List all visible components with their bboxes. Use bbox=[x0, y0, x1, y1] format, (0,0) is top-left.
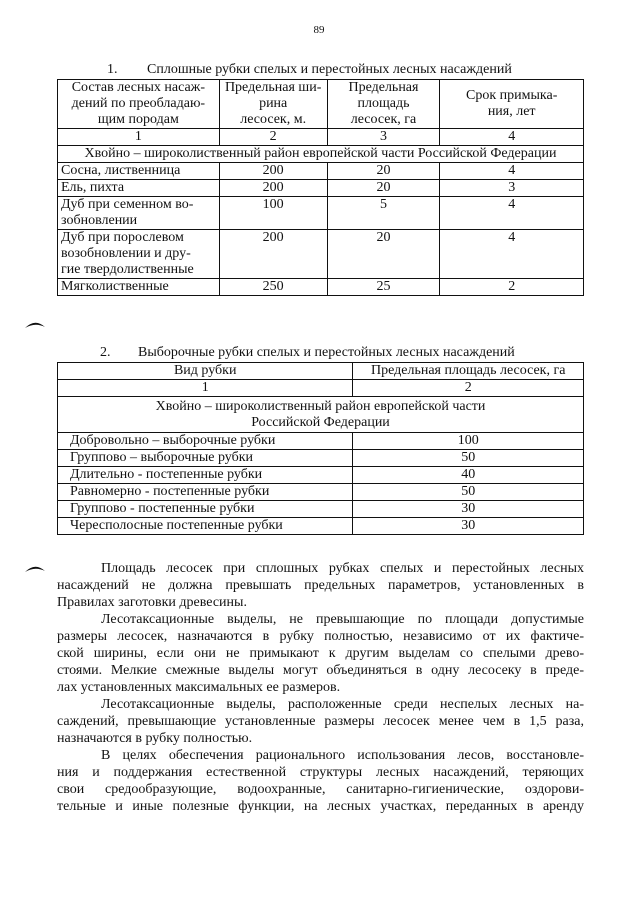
region-line: Хвойно – широколиственный район европейской части bbox=[155, 399, 486, 414]
table2-region bbox=[58, 397, 584, 433]
colnum: 1 bbox=[58, 380, 353, 397]
table-row bbox=[58, 163, 584, 180]
header-line: дений по преобладаю- bbox=[71, 96, 206, 111]
cut-type-cell: Чересполосные постепенные рубки bbox=[58, 518, 353, 535]
area-cell: 40 bbox=[353, 467, 584, 484]
area-cell: 50 bbox=[353, 484, 584, 501]
text-line: свои средообразующие, водоохранные, санитарно-гигиенические, оздорови- bbox=[57, 782, 584, 797]
cut-type-cell: Добровольно – выборочные рубки bbox=[58, 433, 353, 450]
table-row bbox=[58, 467, 584, 484]
table-row bbox=[58, 484, 584, 501]
area-cell: 20 bbox=[327, 180, 440, 197]
table2-colnum-row bbox=[58, 380, 584, 397]
table2-caption-text: Выборочные рубки спелых и перестойных лесных насаждений bbox=[138, 345, 515, 360]
table2 bbox=[57, 362, 584, 535]
table-row bbox=[58, 433, 584, 450]
table1-header-composition bbox=[58, 80, 220, 129]
species-line: Мягколиственные bbox=[61, 279, 169, 294]
species-cell bbox=[58, 230, 220, 279]
table1 bbox=[57, 79, 584, 296]
table1-region: Хвойно – широколиственный район европейской части Российской Федерации bbox=[58, 146, 584, 163]
width-cell: 250 bbox=[219, 279, 327, 296]
area-cell: 5 bbox=[327, 197, 440, 230]
table1-caption-number: 1. bbox=[107, 62, 118, 77]
species-line: Дуб при семенном во- bbox=[61, 197, 194, 212]
species-line: Дуб при порослевом bbox=[61, 230, 184, 245]
table1-caption bbox=[107, 63, 512, 77]
header-line: ния, лет bbox=[487, 104, 536, 119]
table1-caption-text: Сплошные рубки спелых и перестойных лесных насаждений bbox=[147, 62, 512, 77]
header-line: Состав лесных насаж- bbox=[71, 80, 206, 95]
text-line: лах установленных максимальных ее размеров. bbox=[57, 680, 341, 695]
header-line: лесосек, м. bbox=[240, 112, 307, 127]
table-row bbox=[58, 518, 584, 535]
table1-header-term bbox=[440, 80, 584, 129]
text-line: назначаются в рубку полностью. bbox=[57, 731, 253, 746]
header-line: лесосек, га bbox=[350, 112, 417, 127]
width-cell: 200 bbox=[219, 180, 327, 197]
colnum: 1 bbox=[58, 129, 220, 146]
area-cell: 20 bbox=[327, 230, 440, 279]
table1-header-row bbox=[58, 80, 584, 129]
species-cell bbox=[58, 197, 220, 230]
term-cell: 4 bbox=[440, 197, 584, 230]
width-cell: 200 bbox=[219, 163, 327, 180]
text-line: ния и поддержания естественной структуры лесных насаждений, теряющих bbox=[57, 765, 584, 780]
paragraph-4 bbox=[57, 747, 584, 815]
header-line: Предельная ши- bbox=[224, 80, 322, 95]
cut-type-cell: Равномерно - постепенные рубки bbox=[58, 484, 353, 501]
margin-mark-icon bbox=[24, 318, 46, 330]
table-row bbox=[58, 279, 584, 296]
colnum: 2 bbox=[219, 129, 327, 146]
area-cell: 100 bbox=[353, 433, 584, 450]
text-line: Площадь лесосек при сплошных рубках спелых и перестойных лесных bbox=[101, 561, 584, 576]
text-line: ской ширины, если они не примыкают к другим выделам со спелыми древо- bbox=[57, 646, 584, 661]
header-line: щим породам bbox=[97, 112, 179, 127]
table1-header-area bbox=[327, 80, 440, 129]
text-line: стоями. Мелкие смежные выделы могут объединяться в одну лесосеку в преде- bbox=[57, 663, 584, 678]
table-row bbox=[58, 450, 584, 467]
area-cell: 30 bbox=[353, 518, 584, 535]
area-cell: 20 bbox=[327, 163, 440, 180]
area-cell: 50 bbox=[353, 450, 584, 467]
page-number: 89 bbox=[313, 24, 325, 36]
table2-header-area: Предельная площадь лесосек, га bbox=[353, 363, 584, 380]
table1-colnum-row bbox=[58, 129, 584, 146]
colnum: 4 bbox=[440, 129, 584, 146]
table2-region-row bbox=[58, 397, 584, 433]
species-cell bbox=[58, 180, 220, 197]
term-cell: 4 bbox=[440, 230, 584, 279]
paragraph-1 bbox=[57, 560, 584, 611]
species-line: возобновлении и дру- bbox=[61, 246, 191, 261]
width-cell: 200 bbox=[219, 230, 327, 279]
text-line: В целях обеспечения рационального использования лесов, восстановле- bbox=[101, 748, 584, 763]
table2-header-row bbox=[58, 363, 584, 380]
colnum: 2 bbox=[353, 380, 584, 397]
area-cell: 30 bbox=[353, 501, 584, 518]
cut-type-cell: Группово - постепенные рубки bbox=[58, 501, 353, 518]
term-cell: 3 bbox=[440, 180, 584, 197]
cut-type-cell: Группово – выборочные рубки bbox=[58, 450, 353, 467]
table-row bbox=[58, 501, 584, 518]
species-line: Ель, пихта bbox=[61, 180, 125, 195]
species-cell bbox=[58, 279, 220, 296]
colnum: 3 bbox=[327, 129, 440, 146]
header-line: рина bbox=[259, 96, 288, 111]
margin-mark-icon bbox=[24, 562, 46, 574]
text-line: размеры лесосек, назначаются в рубку полностью, независимо от их фактиче- bbox=[57, 629, 584, 644]
text-line: Правилах заготовки древесины. bbox=[57, 595, 247, 610]
header-line: Предельная bbox=[348, 80, 419, 95]
paragraph-3 bbox=[57, 696, 584, 747]
table2-caption bbox=[100, 346, 515, 360]
table1-region-row bbox=[58, 146, 584, 163]
table-row bbox=[58, 180, 584, 197]
table-row bbox=[58, 197, 584, 230]
text-line: тельные и иные полезные функции, на лесных участках, переданных в аренду bbox=[57, 799, 584, 814]
table-row bbox=[58, 230, 584, 279]
header-line: площадь bbox=[357, 96, 410, 111]
species-cell bbox=[58, 163, 220, 180]
text-line: насаждений не должна превышать предельных параметров, установленных в bbox=[57, 578, 584, 593]
cut-type-cell: Длительно - постепенные рубки bbox=[58, 467, 353, 484]
table2-caption-number: 2. bbox=[100, 345, 111, 360]
term-cell: 2 bbox=[440, 279, 584, 296]
width-cell: 100 bbox=[219, 197, 327, 230]
text-line: саждений, превышающие установленные размеры лесосек менее чем в 1,5 раза, bbox=[57, 714, 584, 729]
table1-header-width bbox=[219, 80, 327, 129]
species-line: Сосна, лиственница bbox=[61, 163, 181, 178]
paragraph-2 bbox=[57, 611, 584, 696]
term-cell: 4 bbox=[440, 163, 584, 180]
table2-header-type: Вид рубки bbox=[58, 363, 353, 380]
area-cell: 25 bbox=[327, 279, 440, 296]
region-line: Российской Федерации bbox=[251, 415, 390, 430]
header-line: Срок примыка- bbox=[466, 88, 558, 103]
text-line: Лесотаксационные выделы, не превышающие по площади допустимые bbox=[101, 612, 584, 627]
species-line: зобновлении bbox=[61, 213, 138, 228]
text-line: Лесотаксационные выделы, расположенные среди неспелых лесных на- bbox=[101, 697, 584, 712]
species-line: гие твердолиственные bbox=[61, 262, 194, 277]
